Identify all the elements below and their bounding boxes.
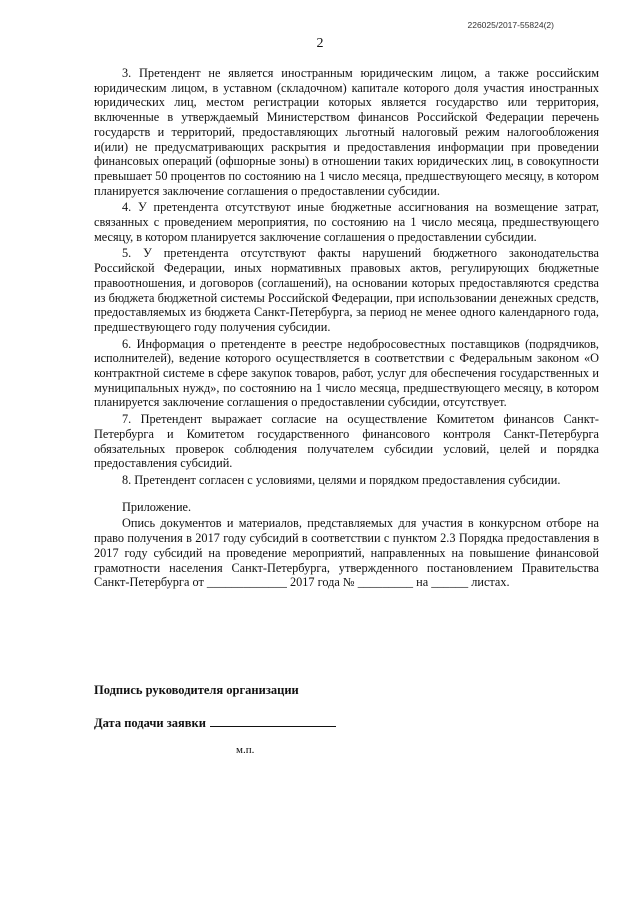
head-signature-label: Подпись руководителя организации	[94, 683, 299, 697]
attachment-text: Опись документов и материалов, представляемых для участия в конкурсном отборе на право получения в 2017 году субсидий в соответствии с пунктом 2.3 Порядка предоставления в 2017 году субсидий на проведение мероприятий, направленных на повышение финансовой грамотности населения Санкт-Петербурга, утвержденного постановлением Правительства Санкт-Петербурга от _____________ 2017 года № _________ на ______ листах.	[94, 516, 599, 590]
page-number: 2	[316, 36, 324, 51]
paragraph-3: 3. Претендент не является иностранным юридическим лицом, а также российским юридическим лицом, в уставном (складочном) капитале которого доля участия иностранных юридических лиц, местом регистрации которых является государство или территория, включенные в утверждаемый Министерством финансов Российской Федерации перечень государств и территорий, предоставляющих льготный налоговый режим налогообложения и(или) не предусматривающих раскрытия и предоставления информации при проведении финансовых операций (офшорные зоны) в отношении таких юридических лиц, в совокупности превышает 50 процентов по состоянию на 1 число месяца, предшествующего месяцу, в котором планируется заключение соглашения о предоставлении субсидии.	[94, 66, 599, 198]
paragraph-6: 6. Информация о претенденте в реестре недобросовестных поставщиков (подрядчиков, исполнителей), ведение которого осуществляется в соответствии с Федеральным законом «О контрактной системе в сфере закупок товаров, работ, услуг для обеспечения государственных и муниципальных нужд», по состоянию на 1 число месяца, предшествующего месяцу, в котором планируется заключение соглашения о предоставлении субсидии, отсутствует.	[94, 336, 599, 410]
paragraph-8: 8. Претендент согласен с условиями, целями и порядком предоставления субсидии.	[122, 472, 561, 487]
submission-date-label: Дата подачи заявки	[94, 716, 206, 730]
stamp-place-label: м.п.	[236, 744, 255, 756]
paragraph-4: 4. У претендента отсутствуют иные бюджетные ассигнования на возмещение затрат, связанных с проведением мероприятия, по состоянию на 1 число месяца, предшествующего месяцу, в котором планируется заключение соглашения о предоставлении субсидии.	[94, 200, 599, 244]
attachment-title: Приложение.	[122, 499, 192, 514]
date-signature-line	[210, 714, 336, 727]
document-body	[94, 66, 599, 592]
document-number: 226025/2017-55824(2)	[467, 20, 554, 30]
paragraph-7: 7. Претендент выражает согласие на осуществление Комитетом финансов Санкт-Петербурга и Комитетом государственного финансового контроля Санкт-Петербурга обязательных проверок соблюдения получателем субсидии условий, целей и порядка предоставления субсидий.	[94, 412, 599, 471]
submission-date-row	[94, 714, 336, 731]
paragraph-5: 5. У претендента отсутствуют факты нарушений бюджетного законодательства Российской Федерации, иных нормативных правовых актов, регулирующих бюджетные правоотношения, и договоров (соглашений), на основании которых предоставляются средства из бюджета бюджетной системы Российской Федерации, при использовании денежных средств, предоставляемых из бюджета Санкт-Петербурга, за период не менее одного календарного года, предшествующего году получения субсидии.	[94, 246, 599, 334]
